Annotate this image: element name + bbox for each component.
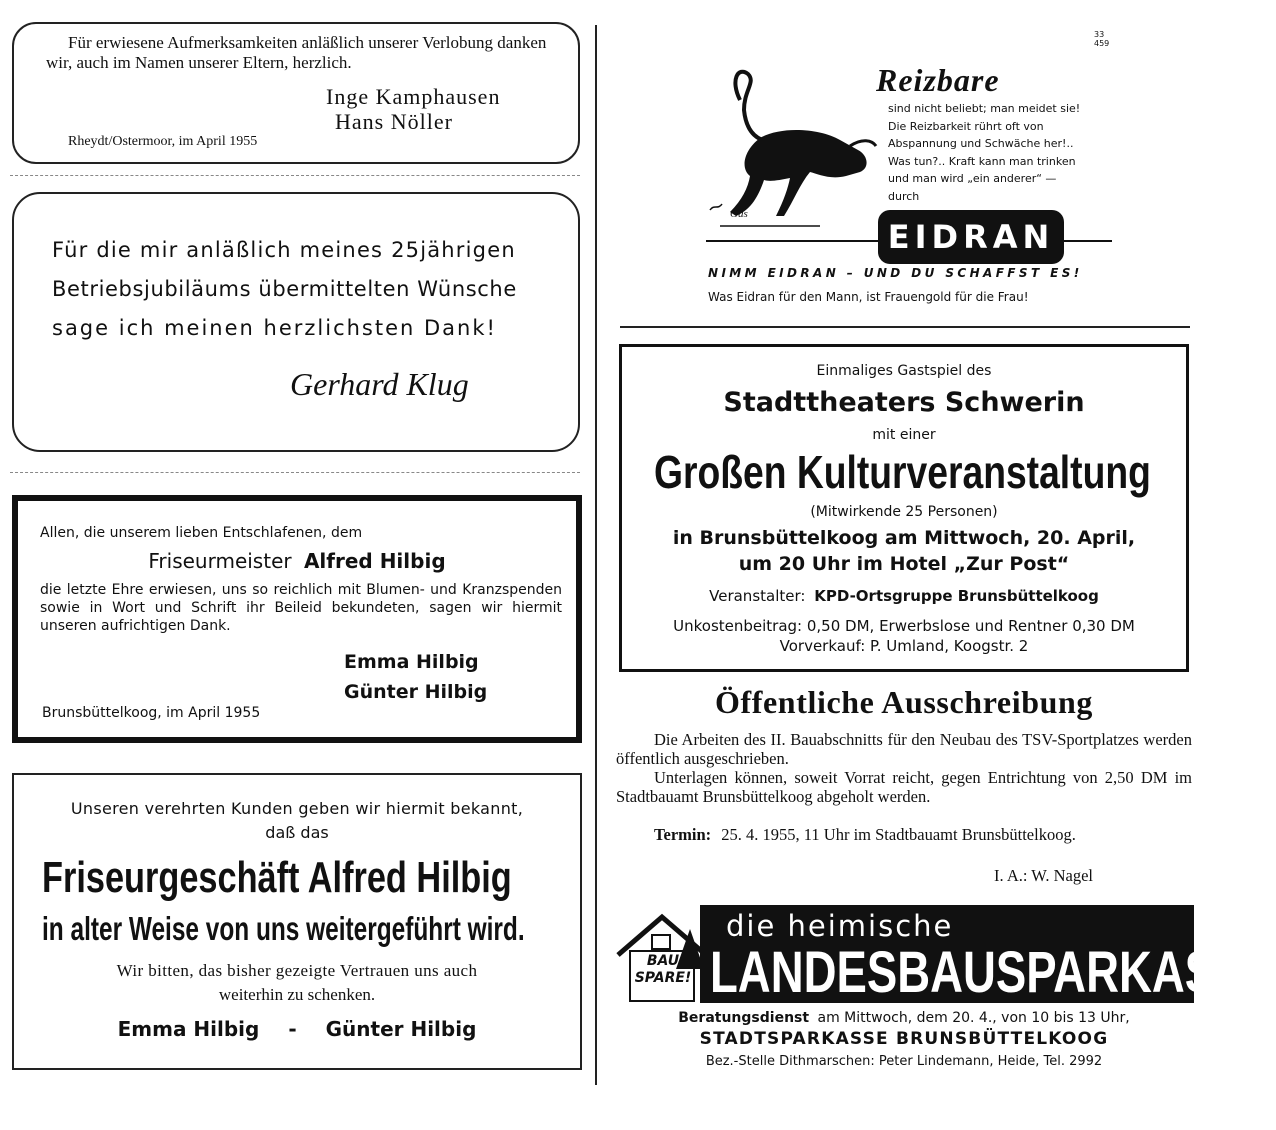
tender-paragraph-2: Unterlagen können, soweit Vorrat reicht, gegen Entrichtung von 2,50 DM im Stadtbauamt Brunsbüttelkoog abgeholt werden.	[616, 768, 1192, 806]
mourning-intro: Allen, die unserem lieben Entschlafenen, dem	[40, 525, 363, 541]
separator-line	[620, 326, 1190, 328]
bausparkasse-line-2: STADTSPARKASSE BRUNSBÜTTELKOOG	[699, 1029, 1109, 1049]
tender-term	[616, 825, 1192, 844]
barber-sign-1: Emma Hilbig	[117, 1017, 260, 1041]
mourning-place-date: Brunsbüttelkoog, im April 1955	[42, 705, 261, 721]
mourning-thanks-ad	[12, 495, 582, 743]
theater-line-6: um 20 Uhr im Hotel „Zur Post“	[738, 553, 1070, 575]
theater-line-2: Stadttheaters Schwerin	[723, 387, 1085, 418]
mourning-sign-2: Günter Hilbig	[344, 681, 488, 703]
tender-title: Öffentliche Ausschreibung	[715, 684, 1093, 720]
theater-line-5: in Brunsbüttelkoog am Mittwoch, 20. April,	[672, 527, 1136, 549]
theater-line-1: Einmaliges Gastspiel des	[816, 363, 992, 379]
barber-request-1: Wir bitten, das bisher gezeigte Vertrauen uns auch	[116, 961, 478, 980]
barber-subheadline: in alter Weise von uns weitergeführt wird.	[42, 910, 525, 947]
jubilee-line-1: Für die mir anläßlich meines 25jährigen	[52, 238, 516, 262]
barber-intro-1: Unseren verehrten Kunden geben wir hiermit bekannt,	[70, 799, 524, 818]
separator-line	[10, 175, 580, 176]
tender-paragraph-1: Die Arbeiten des II. Bauabschnitts für den Neubau des TSV-Sportplatzes werden öffentlich ausgeschrieben.	[616, 730, 1192, 768]
logo-line-1: BAU	[646, 953, 680, 969]
barber-signatures	[14, 1017, 580, 1041]
bausparkasse-line-3: Bez.-Stelle Dithmarschen: Peter Lindemann, Heide, Tel. 2992	[705, 1054, 1103, 1069]
eidran-title: Reizbare	[876, 62, 1000, 98]
eidran-tagline: Was Eidran für den Mann, ist Frauengold für die Frau!	[708, 290, 1029, 304]
jubilee-signature: Gerhard Klug	[290, 366, 469, 402]
mourning-title	[18, 549, 576, 573]
mourning-sign-1: Emma Hilbig	[344, 651, 479, 673]
mourning-title-name: Alfred Hilbig	[303, 549, 446, 573]
jubilee-line-3: sage ich meinen herzlichsten Dank!	[52, 316, 497, 340]
barber-sign-2: Günter Hilbig	[325, 1017, 477, 1041]
column-divider	[595, 25, 597, 1085]
bausparkasse-ad	[614, 905, 1276, 1075]
theater-organizer-label: Veranstalter:	[709, 587, 806, 605]
bausparkasse-line-1	[614, 1010, 1194, 1026]
theater-organizer: KPD-Ortsgruppe Brunsbüttelkoog	[814, 587, 1099, 605]
corner-mark: 33 459	[1094, 30, 1110, 48]
theater-organizer-line	[622, 587, 1186, 605]
barber-intro-2: daß das	[265, 823, 329, 842]
engagement-name-1: Inge Kamphausen	[326, 84, 501, 109]
mourning-body: die letzte Ehre erwiesen, uns so reichlich mit Blumen- und Kranzspenden sowie in Wort und Schrift ihr Beileid bekundeten, sagen wir hiermit unseren aufrichtigen Dank.	[40, 582, 562, 634]
banner-line-2: LANDESBAUSPARKASSE	[710, 940, 1276, 1005]
banner-line-1: die heimische	[726, 909, 954, 943]
theater-presale: Vorverkauf: P. Umland, Koogstr. 2	[779, 637, 1029, 655]
artist-signature: Gus	[730, 208, 748, 220]
tender-term-value: 25. 4. 1955, 11 Uhr im Stadtbauamt Brunsbüttelkoog.	[721, 825, 1076, 844]
eidran-brand: EIDRAN	[878, 210, 1064, 264]
house-logo-text	[620, 953, 706, 987]
logo-line-2: SPARE!	[634, 970, 692, 986]
barber-shop-ad	[12, 773, 582, 1070]
jubilee-line-2: Betriebsjubiläums übermittelten Wünsche	[52, 277, 517, 301]
public-tender-ad	[616, 684, 1192, 894]
tender-term-label: Termin:	[654, 825, 712, 844]
theater-ad	[619, 344, 1189, 672]
engagement-place-date: Rheydt/Ostermoor, im April 1955	[68, 134, 258, 149]
engagement-thanks-ad	[12, 22, 580, 164]
engagement-name-2: Hans Nöller	[335, 109, 453, 134]
tender-signature: I. A.: W. Nagel	[994, 866, 1093, 885]
barber-request-2: weiterhin zu schenken.	[218, 985, 376, 1004]
mourning-title-prefix: Friseurmeister	[148, 549, 292, 573]
eidran-slogan: NIMM EIDRAN – UND DU SCHAFFST ES!	[708, 266, 1083, 280]
bull-illustration	[700, 60, 880, 240]
eidran-body: sind nicht beliebt; man meidet sie! Die Reizbarkeit rührt oft von Abspannung und Schwäche her!.. Was tun?.. Kraft kann man trinken und man wird „ein anderer“ — durch	[888, 102, 1081, 203]
barber-headline: Friseurgeschäft Alfred Hilbig	[42, 853, 512, 902]
bausparkasse-line-1-rest: am Mittwoch, dem 20. 4., von 10 bis 13 Uhr,	[817, 1010, 1130, 1026]
theater-line-3: mit einer	[872, 427, 936, 443]
bausparkasse-line-1-bold: Beratungsdienst	[678, 1010, 810, 1026]
engagement-thanks-text: Für erwiesene Aufmerksamkeiten anläßlich unserer Verlobung danken wir, auch im Namen unserer Eltern, herzlich.	[46, 33, 547, 72]
theater-headline: Großen Kulturveranstaltung	[654, 446, 1151, 498]
jubilee-thanks-ad	[12, 192, 580, 452]
eidran-ad	[700, 30, 1120, 310]
theater-fee: Unkostenbeitrag: 0,50 DM, Erwerbslose und Rentner 0,30 DM	[673, 617, 1135, 635]
separator-line	[10, 472, 580, 473]
theater-line-4: (Mitwirkende 25 Personen)	[810, 504, 998, 520]
barber-sign-separator: -	[288, 1017, 297, 1041]
